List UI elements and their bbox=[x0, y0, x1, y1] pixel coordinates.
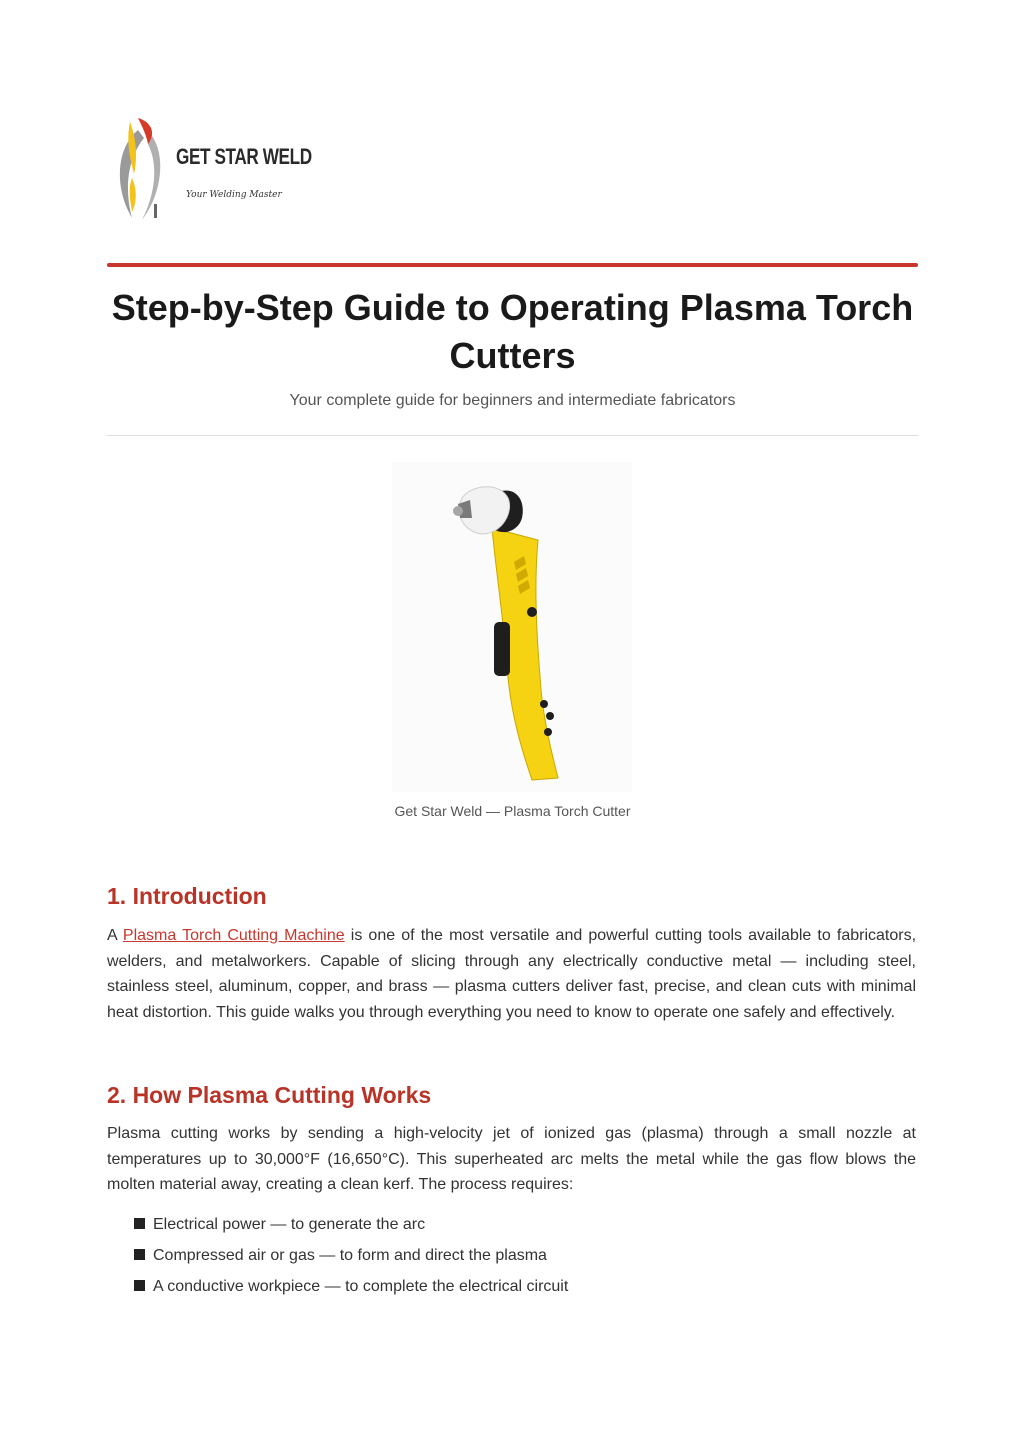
list-item bbox=[134, 1212, 568, 1243]
list-item bbox=[134, 1274, 568, 1305]
page-subtitle: Your complete guide for beginners and intermediate fabricators bbox=[289, 392, 736, 409]
intro-text-rest: is one of the most versatile and powerful cutting tools available to fabricators, welders, and metalworkers. Capable of slicing through any electrically conductive metal — including steel, stainless steel, aluminum, copper, and brass — plasma cutters deliver fast, precise, and clean cuts with minimal heat distortion. This guide walks you through everything you need to know to operate one safely and effectively. bbox=[107, 927, 917, 1021]
brand-logo bbox=[108, 108, 312, 228]
square-bullet-icon bbox=[134, 1280, 145, 1291]
list-item-text: Compressed air or gas — to form and direct the plasma bbox=[153, 1247, 547, 1264]
list-item-text: A conductive workpiece — to complete the electrical circuit bbox=[153, 1278, 569, 1295]
page-title: Step-by-Step Guide to Operating Plasma Torch Cutters bbox=[111, 287, 914, 376]
plasma-torch-icon bbox=[392, 462, 632, 792]
plasma-torch-image bbox=[392, 462, 632, 792]
section-divider bbox=[107, 435, 918, 436]
list-item bbox=[134, 1243, 568, 1274]
introduction-paragraph bbox=[107, 923, 916, 1025]
list-item-text: Electrical power — to generate the arc bbox=[153, 1216, 426, 1233]
square-bullet-icon bbox=[134, 1249, 145, 1260]
square-bullet-icon bbox=[134, 1218, 145, 1229]
section-heading-introduction: 1. Introduction bbox=[107, 883, 267, 909]
plasma-torch-cutting-machine-link[interactable]: Plasma Torch Cutting Machine bbox=[122, 927, 345, 944]
brand-name: GET STAR WELD bbox=[176, 144, 312, 169]
how-it-works-paragraph: Plasma cutting works by sending a high-velocity jet of ionized gas (plasma) through a small nozzle at temperatures up to 30,000°F (16,650°C). This superheated arc melts the metal while the gas flow blows the molten material away, creating a clean kerf. The process requires: bbox=[107, 1125, 916, 1194]
section-heading-how-it-works: 2. How Plasma Cutting Works bbox=[107, 1082, 432, 1108]
brand-tagline: Your Welding Master bbox=[186, 190, 282, 200]
intro-text-start: A bbox=[107, 927, 123, 944]
requirements-list bbox=[134, 1212, 568, 1305]
header-divider bbox=[107, 263, 918, 267]
figure-caption: Get Star Weld — Plasma Torch Cutter bbox=[394, 803, 631, 819]
